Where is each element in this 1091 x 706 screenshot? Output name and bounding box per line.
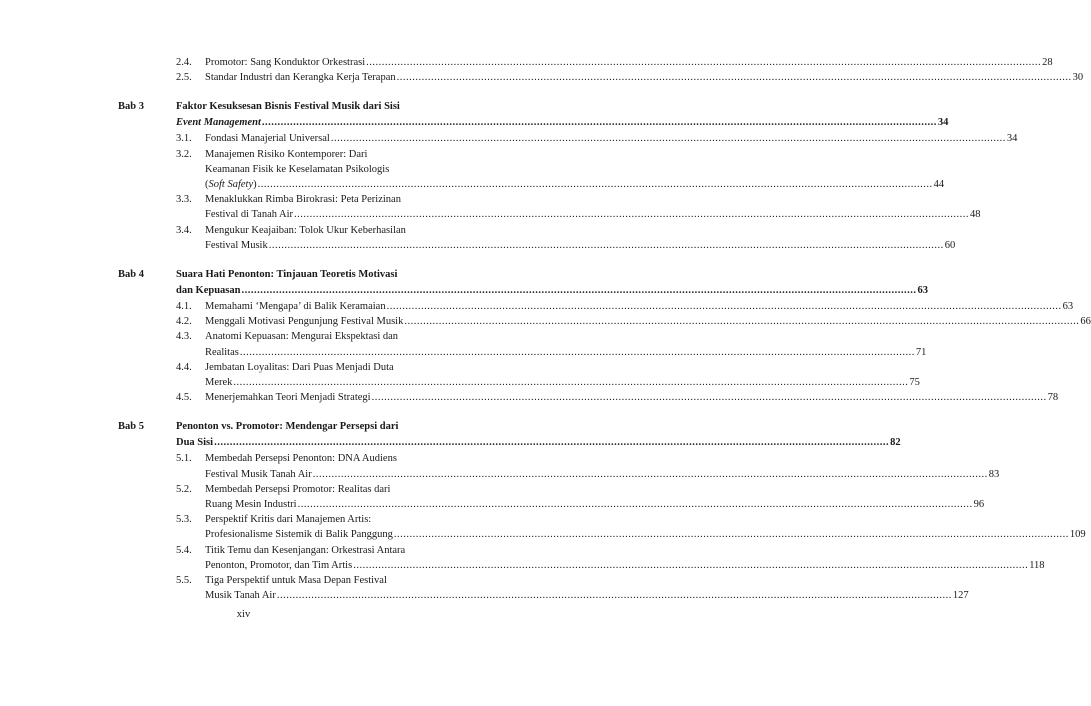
toc-section-entry[interactable] (176, 329, 927, 359)
toc-entry-text: Membedah Persepsi Penonton: DNA Audiens (205, 453, 397, 465)
toc-section-entry[interactable] (176, 451, 1000, 481)
toc-entry-text: Membedah Persepsi Promotor: Realitas dari (205, 483, 391, 495)
section-title (205, 512, 1086, 542)
section-number: 4.1. (176, 301, 192, 313)
toc-entry-text: Dua Sisi (176, 437, 214, 449)
dot-leader (242, 283, 917, 299)
toc-page-number: 34 (1006, 133, 1018, 145)
toc-entry-line (176, 99, 450, 115)
section-number: 3.1. (176, 133, 192, 145)
toc-entry-text: Perspektif Kritis dari Manajemen Artis: (205, 514, 372, 526)
toc-entry-line-with-page (205, 314, 1091, 329)
toc-entry-line-with-page (205, 207, 981, 222)
section-title (205, 360, 920, 390)
dot-leader (394, 527, 1069, 542)
chapter-body (176, 99, 1018, 253)
section-title (205, 192, 981, 222)
toc-section-entry[interactable] (176, 299, 1074, 314)
dot-leader (313, 467, 988, 482)
section-number: 5.4. (176, 544, 192, 556)
toc-section-entry[interactable] (176, 482, 985, 512)
dot-leader (331, 131, 1006, 146)
toc-section-entry[interactable] (176, 55, 1053, 70)
page-number: xiv (236, 609, 251, 620)
toc-entry-text: Standar Industri dan Kerangka Kerja Terapan (205, 72, 396, 84)
toc-entry-line-with-page (176, 435, 901, 451)
section-title (205, 299, 1074, 314)
section-number: 4.5. (176, 392, 192, 404)
section-title (205, 451, 1000, 481)
toc-entry-line (205, 482, 450, 497)
toc-page-number: 30 (1072, 72, 1084, 84)
toc-entry-text: Profesionalisme Sistemik di Balik Panggung (205, 529, 393, 541)
toc-entry-text: Penonton, Promotor, dan Tim Artis (205, 559, 353, 571)
toc-chapter (118, 99, 1018, 253)
toc-entry-line-with-page (205, 375, 920, 390)
chapter-gap (118, 253, 450, 267)
toc-chapter (118, 267, 1091, 405)
toc-entry-text: Menerjemahkan Teori Menjadi Strategi (205, 392, 371, 404)
toc-entry-line-with-page (176, 283, 928, 299)
toc-entry-line (176, 267, 450, 283)
toc-entry-text: Event Management (176, 117, 261, 129)
toc-entry-line (205, 512, 450, 527)
toc-entry-text: Ruang Mesin Industri (205, 499, 297, 511)
toc-entry-line-with-page (176, 115, 949, 131)
toc-entry-line-with-page (205, 467, 1000, 482)
section-title (205, 131, 1018, 146)
section-title (205, 223, 956, 253)
toc-entry-line-with-page (205, 588, 969, 603)
toc-section-entry[interactable] (176, 223, 956, 253)
toc-entry-text: Festival Musik Tanah Air (205, 468, 312, 480)
dot-leader (258, 177, 933, 192)
section-number: 3.4. (176, 224, 192, 236)
toc-entry-line-with-page (205, 238, 956, 253)
toc-section-entry[interactable] (176, 192, 981, 222)
toc-entry-line (205, 223, 450, 238)
toc-section-entry[interactable] (176, 70, 1084, 85)
toc-entry-text: Merek (205, 377, 233, 389)
dot-leader (240, 345, 915, 360)
section-title (205, 573, 969, 603)
section-number: 2.4. (176, 57, 192, 68)
toc-section-entry[interactable] (176, 512, 1086, 542)
toc-page-number: 78 (1047, 392, 1059, 404)
toc-entry-line (205, 451, 450, 466)
toc-entry-text: dan Kepuasan (176, 285, 241, 297)
dot-leader (353, 558, 1028, 573)
toc-page-number: 28 (1042, 57, 1053, 68)
toc-entry-text: Menggali Motivasi Pengunjung Festival Musik (205, 316, 404, 328)
section-title (205, 55, 1053, 70)
toc-entry-text: Musik Tanah Air (205, 590, 276, 602)
chapter-label: Bab 4 (118, 269, 144, 281)
chapter-title[interactable] (176, 267, 928, 299)
chapter-body (176, 267, 1091, 405)
toc-entry-text: Menaklukkan Rimba Birokrasi: Peta Perizinan (205, 194, 401, 206)
dot-leader (366, 55, 1041, 70)
dot-leader (233, 375, 908, 390)
toc-entry-line-with-page (205, 390, 1059, 405)
toc-page-number: 63 (1062, 301, 1074, 313)
toc-page-number: 63 (917, 285, 928, 297)
toc-entry-line-with-page (205, 70, 1084, 85)
toc-section-entry[interactable] (176, 543, 1045, 573)
section-number: 4.3. (176, 331, 192, 343)
dot-leader (277, 588, 952, 603)
dot-leader (397, 70, 1072, 85)
dot-leader (262, 115, 937, 131)
toc-section-entry[interactable] (176, 314, 1091, 329)
toc-entry-line (205, 329, 450, 344)
toc-entry-line (205, 162, 450, 177)
dot-leader (404, 314, 1079, 329)
section-title (205, 482, 985, 512)
dot-leader (298, 497, 973, 512)
toc-entry-line (205, 543, 450, 558)
toc-page-number: 60 (944, 239, 956, 251)
toc-entry-text: Titik Temu dan Kesenjangan: Orkestrasi Antara (205, 544, 406, 556)
toc-page-number: 96 (973, 499, 985, 511)
dot-leader (214, 435, 889, 451)
toc-chapter-continuation (118, 55, 1084, 85)
toc-page-number: 127 (952, 590, 969, 602)
toc-section-entry[interactable] (176, 390, 1059, 405)
section-number: 5.1. (176, 453, 192, 465)
toc-entry-line (205, 192, 450, 207)
toc-entry-text: Fondasi Manajerial Universal (205, 133, 330, 145)
toc-entry-line-with-page (205, 299, 1074, 314)
toc-entry-line-with-page (205, 177, 945, 192)
toc-page-number: 82 (890, 437, 901, 449)
chapter-label: Bab 5 (118, 421, 144, 433)
toc-entry-line (205, 147, 450, 162)
table-of-contents (118, 55, 1091, 603)
dot-leader (294, 207, 969, 222)
toc-chapter (118, 419, 1086, 603)
section-number: 5.5. (176, 575, 192, 587)
toc-entry-text: Anatomi Kepuasan: Mengurai Ekspektasi dan (205, 331, 399, 343)
toc-entry-text: Memahami ‘Mengapa’ di Balik Keramaian (205, 301, 386, 313)
section-title (205, 390, 1059, 405)
toc-entry-text: Suara Hati Penonton: Tinjauan Teoretis Motivasi (176, 269, 398, 281)
toc-page-number: 66 (1080, 316, 1091, 328)
section-title (205, 70, 1084, 85)
section-number: 4.2. (176, 316, 192, 328)
toc-entry-text: Tiga Perspektif untuk Masa Depan Festival (205, 575, 387, 587)
section-number: 3.2. (176, 148, 192, 160)
section-number: 5.3. (176, 514, 192, 526)
section-number: 2.5. (176, 72, 192, 84)
dot-leader (387, 299, 1062, 314)
dot-leader (269, 238, 944, 253)
toc-section-entry[interactable] (176, 131, 1018, 146)
chapter-gap (118, 85, 450, 99)
toc-entry-text: Penonton vs. Promotor: Mendengar Persepsi dari (176, 421, 399, 433)
toc-entry-text: Manajemen Risiko Kontemporer: Dari (205, 148, 368, 160)
toc-entry-line-with-page (205, 497, 985, 512)
section-title (205, 329, 927, 359)
toc-entry-line (176, 419, 450, 435)
toc-entry-text: Mengukur Keajaiban: Tolok Ukur Keberhasilan (205, 224, 406, 236)
toc-entry-text: Festival di Tanah Air (205, 209, 294, 221)
toc-section-entry[interactable] (176, 147, 945, 193)
toc-page-number: 44 (933, 179, 945, 191)
toc-entry-line-with-page (205, 527, 1086, 542)
chapter-body (176, 419, 1086, 603)
toc-entry-text: Realitas (205, 346, 239, 358)
section-title (205, 543, 1045, 573)
toc-entry-line-with-page (205, 345, 927, 360)
toc-page-number: 118 (1029, 559, 1045, 571)
toc-entry-line-with-page (205, 131, 1018, 146)
toc-page-number: 48 (970, 209, 981, 221)
section-number: 4.4. (176, 361, 192, 373)
toc-entry-text: (Soft Safety) (205, 179, 257, 191)
toc-entry-text: Faktor Kesuksesan Bisnis Festival Musik dari Sisi (176, 101, 400, 113)
section-number: 3.3. (176, 194, 192, 206)
section-title (205, 147, 945, 193)
toc-entry-text: Keamanan Fisik ke Keselamatan Psikologis (205, 163, 390, 175)
toc-entry-line (205, 573, 450, 588)
dot-leader (372, 390, 1047, 405)
chapter-title[interactable] (176, 419, 901, 451)
toc-entry-text: Promotor: Sang Konduktor Orkestrasi (205, 57, 366, 68)
toc-section-entry[interactable] (176, 573, 969, 603)
chapter-title[interactable] (176, 99, 949, 131)
toc-section-entry[interactable] (176, 360, 920, 390)
toc-page-number: 83 (988, 468, 1000, 480)
toc-page-number: 109 (1069, 529, 1086, 541)
toc-page-number: 71 (915, 346, 927, 358)
toc-page-number: 75 (909, 377, 920, 389)
chapter-label: Bab 3 (118, 101, 144, 113)
toc-entry-text: Jembatan Loyalitas: Dari Puas Menjadi Duta (205, 361, 394, 373)
chapter-gap (118, 405, 450, 419)
toc-entry-line-with-page (205, 558, 1045, 573)
section-number: 5.2. (176, 483, 192, 495)
toc-entry-text: Festival Musik (205, 239, 268, 251)
toc-entry-line-with-page (205, 55, 1053, 70)
toc-entry-line (205, 360, 450, 375)
toc-page-number: 34 (937, 117, 949, 129)
section-title (205, 314, 1091, 329)
chapter-sections (176, 55, 1084, 85)
